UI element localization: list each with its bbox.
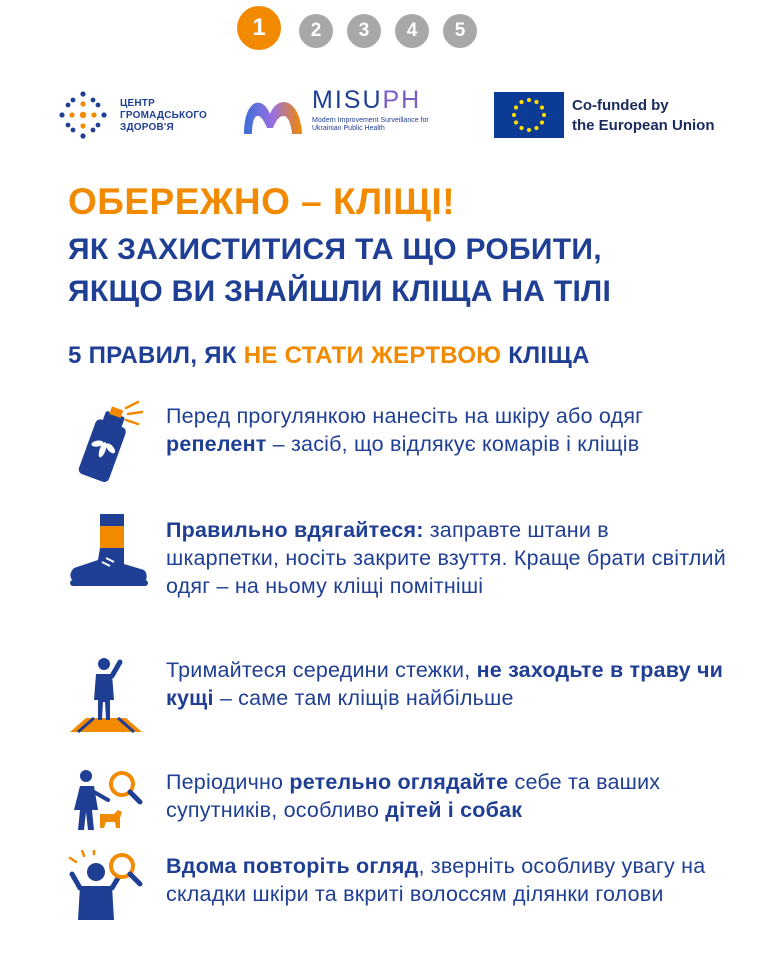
page-indicator: [0, 6, 768, 50]
rules-heading: 5 ПРАВИЛ, ЯК НЕ СТАТИ ЖЕРТВОЮ КЛІЩА: [68, 342, 590, 369]
eu-star: [519, 126, 523, 130]
eu-star: [514, 105, 518, 109]
page-dot-1[interactable]: 1: [237, 6, 281, 50]
rule-text-1: Перед прогулянкою нанесіть на шкіру або одяг репелент – засіб, що відлякує комарів і кліщів: [166, 404, 644, 456]
eu-star: [512, 113, 516, 117]
partner-logos: [0, 86, 768, 146]
cgz-name: ЦЕНТР ГРОМАДСЬКОГО ЗДОРОВ'Я: [120, 98, 208, 133]
eu-star: [540, 120, 544, 124]
rule-text-5: Вдома повторіть огляд, зверніть особливу увагу на складки шкіри та вкриті волоссям ділянки голови: [166, 854, 706, 906]
cgz-emblem-icon: [58, 90, 108, 140]
eu-cofunded-text: Co-funded by the European Union: [572, 97, 715, 134]
eu-flag-icon: [494, 92, 564, 138]
person-dog-magnifier-icon: [64, 766, 150, 852]
misuph-logo: [240, 86, 460, 142]
sock-shoe-icon: [64, 514, 150, 600]
page-title: ОБЕРЕЖНО – КЛІЩІ!: [68, 181, 456, 222]
eu-star: [540, 105, 544, 109]
eu-star: [542, 113, 546, 117]
cgz-logo: [58, 90, 208, 140]
page-dot-5[interactable]: 5: [443, 14, 477, 48]
rule-text-2: Правильно вдягайтеся: заправте штани в шкарпетки, носіть закрите взуття. Краще брати світлий одяг – на ньому кліщі помітніші: [166, 518, 726, 598]
rule-text-3: Тримайтеся середини стежки, не заходьте в траву чи кущі – саме там кліщів найбільше: [166, 658, 724, 710]
misuph-tagline: Modern Improvement Surveillance for Ukrainian Public Health: [312, 117, 429, 132]
eu-logo: [494, 92, 734, 140]
eu-star: [534, 100, 538, 104]
eu-star: [514, 120, 518, 124]
path-walker-icon: [64, 654, 150, 740]
eu-star: [519, 100, 523, 104]
self-check-magnifier-icon: [64, 850, 150, 936]
misuph-title: MISUPH: [312, 86, 422, 114]
eu-star: [527, 128, 531, 132]
eu-star: [527, 98, 531, 102]
misuph-emblem-icon: [240, 90, 306, 138]
page-subtitle: ЯК ЗАХИСТИТИСЯ ТА ЩО РОБИТИ, ЯКЩО ВИ ЗНАЙШЛИ КЛІЩА НА ТІЛІ: [68, 233, 612, 308]
repellent-spray-icon: [64, 400, 150, 486]
page-dot-2[interactable]: 2: [299, 14, 333, 48]
page-dot-3[interactable]: 3: [347, 14, 381, 48]
page-dot-4[interactable]: 4: [395, 14, 429, 48]
eu-star: [534, 126, 538, 130]
rule-text-4: Періодично ретельно оглядайте себе та ваших супутників, особливо дітей і собак: [166, 770, 661, 822]
